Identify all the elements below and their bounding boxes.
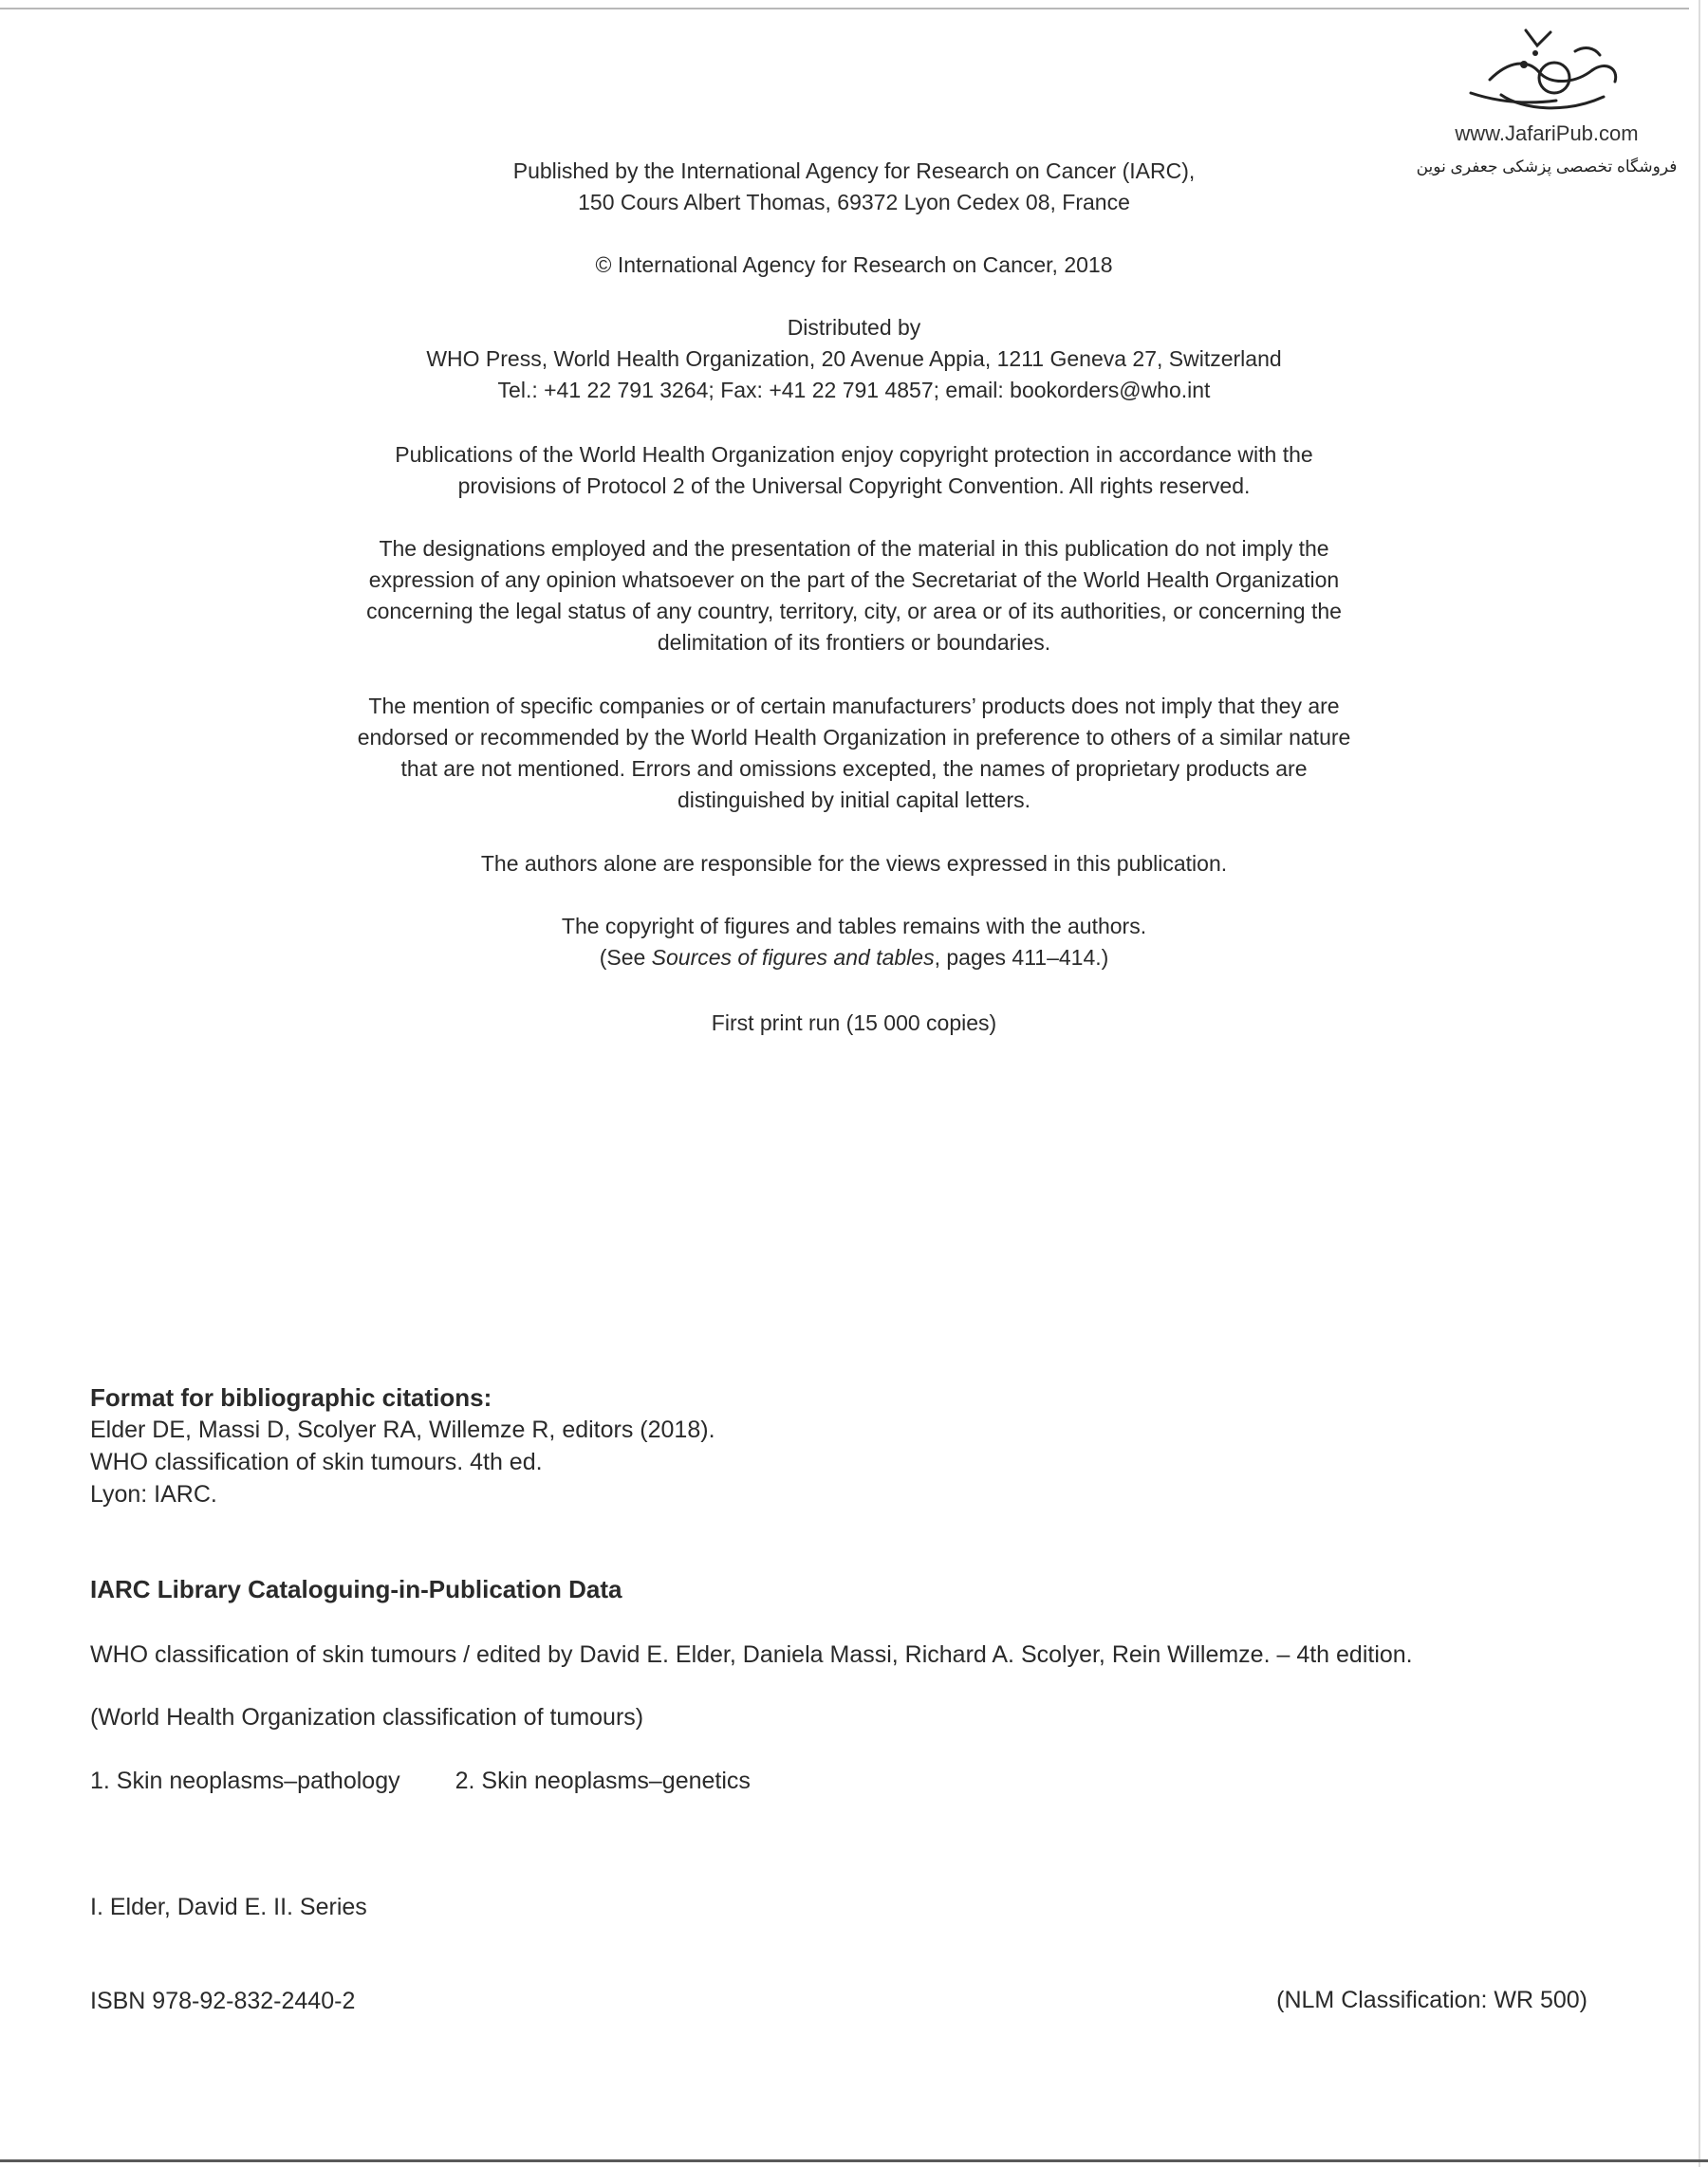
- citation-line: WHO classification of skin tumours. 4th ed.: [90, 1449, 543, 1475]
- cataloguing-heading-block: [90, 1573, 622, 1605]
- citation-block: [90, 1381, 715, 1510]
- cataloguing-series-block: [90, 1701, 643, 1733]
- subject-item: 2. Skin neoplasms–genetics: [455, 1768, 751, 1794]
- companies-line: endorsed or recommended by the World Health Organization in preference to others of a similar nature: [357, 725, 1351, 750]
- publisher-address: 150 Cours Albert Thomas, 69372 Lyon Cedex 08, France: [578, 190, 1130, 214]
- publisher-line: Published by the International Agency for Research on Cancer (IARC),: [512, 158, 1196, 183]
- distribution-label: Distributed by: [787, 315, 921, 340]
- designations-line: expression of any opinion whatsoever on the part of the Secretariat of the World Health Organization: [368, 567, 1340, 592]
- added-entries: I. Elder, David E. II. Series: [90, 1894, 367, 1920]
- protection-block: [304, 439, 1404, 502]
- print-run-block: [304, 1008, 1404, 1039]
- citation-heading: Format for bibliographic citations:: [90, 1383, 492, 1412]
- figures-block: [304, 911, 1404, 973]
- cataloguing-heading: IARC Library Cataloguing-in-Publication Data: [90, 1575, 622, 1603]
- companies-line: that are not mentioned. Errors and omissions excepted, the names of proprietary products are: [400, 756, 1308, 781]
- companies-line: distinguished by initial capital letters.: [677, 787, 1031, 812]
- figures-sources: [304, 942, 1404, 973]
- figures-sources-pre: (See: [599, 945, 652, 970]
- designations-line: The designations employed and the presentation of the material in this publication do not imply the: [379, 536, 1329, 561]
- designations-block: [304, 533, 1404, 658]
- protection-line: provisions of Protocol 2 of the Universal Copyright Convention. All rights reserved.: [457, 473, 1251, 498]
- authors-note-block: [304, 848, 1404, 880]
- distribution-block: [304, 312, 1404, 406]
- isbn-block: [90, 1985, 355, 2017]
- subject-item: 1. Skin neoplasms–pathology: [90, 1768, 400, 1794]
- cataloguing-title-block: [90, 1639, 1413, 1671]
- figures-copyright: The copyright of figures and tables remains with the authors.: [561, 914, 1147, 938]
- figures-sources-title: Sources of figures and tables: [651, 945, 935, 970]
- page-edge: [1699, 0, 1700, 2167]
- distribution-contact: Tel.: +41 22 791 3264; Fax: +41 22 791 4857; email: bookorders@who.int: [497, 378, 1211, 402]
- top-rule: [0, 8, 1689, 9]
- publisher-block: [304, 156, 1404, 218]
- figures-sources-pages: , pages 411–414.): [934, 945, 1109, 970]
- designations-line: concerning the legal status of any country, territory, city, or area or of its authorities, or concerning the: [366, 599, 1342, 623]
- logo-url: www.JafariPub.com: [1455, 121, 1639, 145]
- jafaripub-logo: [1414, 23, 1680, 184]
- designations-line: delimitation of its frontiers or boundaries.: [657, 630, 1051, 655]
- distribution-address: WHO Press, World Health Organization, 20 Avenue Appia, 1211 Geneva 27, Switzerland: [426, 346, 1282, 371]
- companies-line: The mention of specific companies or of certain manufacturers’ products does not imply that they are: [368, 694, 1340, 718]
- companies-block: [304, 691, 1404, 816]
- copyright-line: © International Agency for Research on Cancer, 2018: [595, 252, 1113, 277]
- cataloguing-title: WHO classification of skin tumours / edited by David E. Elder, Daniela Massi, Richard A. Scolyer, Rein Willemze. – 4th edition.: [90, 1641, 1413, 1668]
- added-entries-block: [90, 1891, 367, 1923]
- copyright-block: [304, 250, 1404, 281]
- protection-line: Publications of the World Health Organization enjoy copyright protection in accordance with the: [395, 442, 1313, 467]
- logo-tagline: فروشگاه تخصصی پزشکی جعفری نوین: [1416, 157, 1678, 176]
- citation-line: Elder DE, Massi D, Scolyer RA, Willemze R, editors (2018).: [90, 1417, 715, 1443]
- print-run: First print run (15 000 copies): [711, 1010, 997, 1035]
- cataloguing-subjects: [90, 1765, 751, 1797]
- isbn: ISBN 978-92-832-2440-2: [90, 1988, 356, 2014]
- bottom-rule: [0, 2159, 1708, 2162]
- citation-line: Lyon: IARC.: [90, 1481, 217, 1508]
- nlm-classification: (NLM Classification: WR 500): [1276, 1987, 1587, 2013]
- cataloguing-series: (World Health Organization classification of tumours): [90, 1704, 644, 1731]
- authors-note: The authors alone are responsible for the views expressed in this publication.: [480, 851, 1228, 876]
- calligraphy-logo-icon: [1433, 23, 1642, 127]
